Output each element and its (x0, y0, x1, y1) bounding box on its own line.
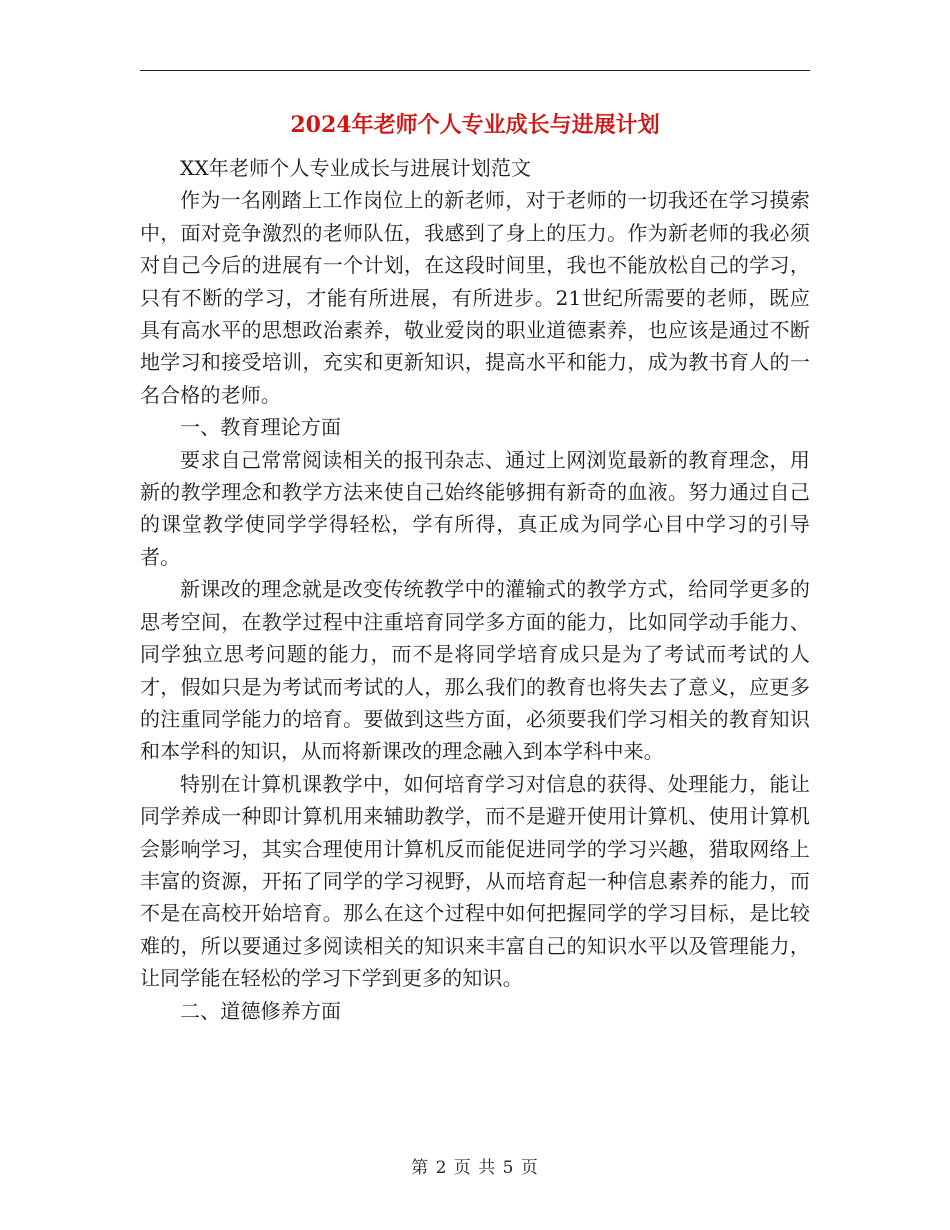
paragraph-intro: 作为一名刚踏上工作岗位上的新老师，对于老师的一切我还在学习摸索中，面对竞争激烈的老师队伍，我感到了身上的压力。作为新老师的我必须对自己今后的进展有一个计划，在这段时间里，我也不能放松自己的学习，只有不断的学习，才能有所进展，有所进步。21世纪所需要的老师，既应具有高水平的思想政治素养，敬业爱岗的职业道德素养，也应该是通过不断地学习和接受培训，充实和更新知识，提高水平和能力，成为教书育人的一名合格的老师。 (140, 188, 810, 407)
section-heading-moral-cultivation: 二、道德修养方面 (180, 998, 342, 1023)
paragraph-curriculum-reform: 新课改的理念就是改变传统教学中的灌输式的教学方式，给同学更多的思考空间，在教学过程中注重培育同学多方面的能力，比如同学动手能力、同学独立思考问题的能力，而不是将同学培育成只是为了考试而考试的人才，假如只是为考试而考试的人，那么我们的教育也将失去了意义，应更多的注重同学能力的培育。要做到这些方面，必须要我们学习相关的教育知识和本学科的知识，从而将新课改的理念融入到本学科中来。 (140, 577, 810, 764)
header-rule (140, 70, 810, 71)
document-title: 2024年老师个人专业成长与进展计划 (290, 112, 660, 138)
paragraph-reading: 要求自己常常阅读相关的报刊杂志、通过上网浏览最新的教育理念，用新的教学理念和教学方法来使自己始终能够拥有新奇的血液。努力通过自己的课堂教学使同学学得轻松，学有所得，真正成为同学心目中学习的引导者。 (140, 447, 810, 569)
paragraph-computer-teaching: 特别在计算机课教学中，如何培育学习对信息的获得、处理能力，能让同学养成一种即计算机用来辅助教学，而不是避开使用计算机、使用计算机会影响学习，其实合理使用计算机反而能促进同学的学习兴趣，猎取网络上丰富的资源，开拓了同学的学习视野，从而培育起一种信息素养的能力，而不是在高校开始培育。那么在这个过程中如何把握同学的学习目标，是比较难的，所以要通过多阅读相关的知识来丰富自己的知识水平以及管理能力，让同学能在轻松的学习下学到更多的知识。 (140, 771, 810, 991)
section-heading-education-theory: 一、教育理论方面 (180, 415, 342, 440)
document-body (140, 152, 810, 1027)
page-number-footer: 第 2 页 共 5 页 (411, 1158, 539, 1178)
paragraph-subtitle: XX年老师个人专业成长与进展计划范文 (180, 156, 532, 180)
